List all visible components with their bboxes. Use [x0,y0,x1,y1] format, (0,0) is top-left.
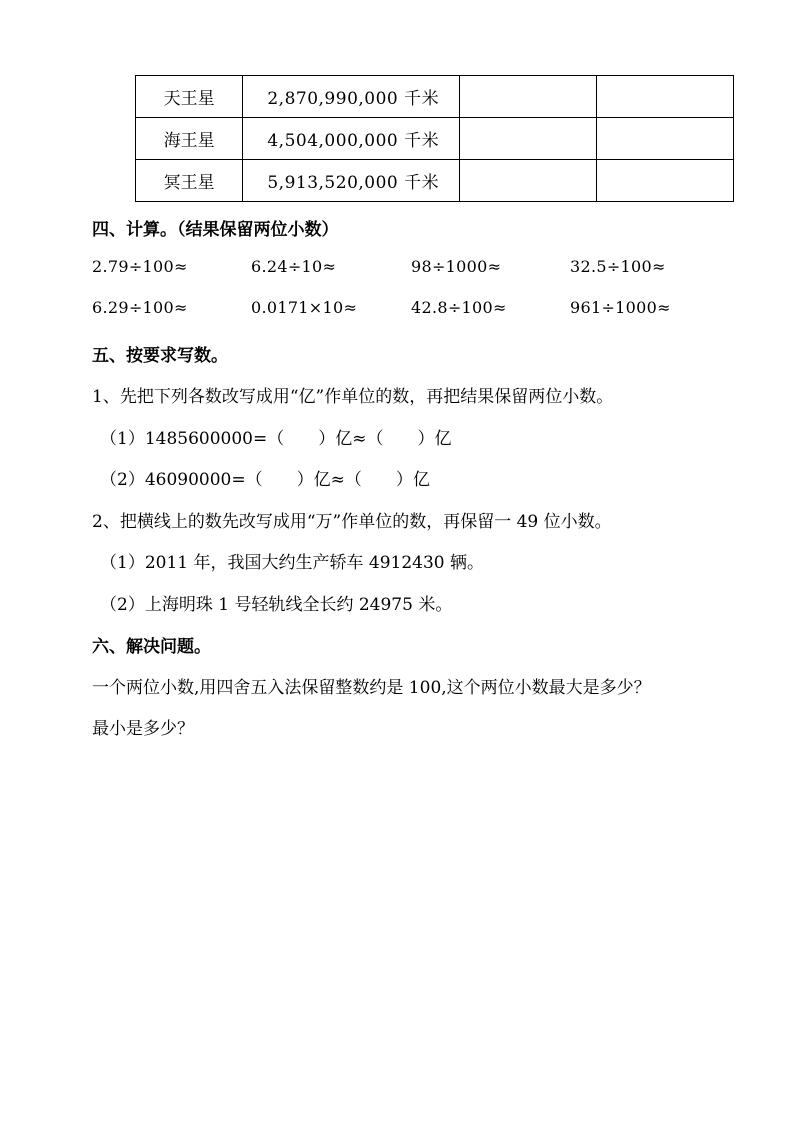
calc-problem: 98÷1000≈ [411,257,502,276]
table-row [136,160,734,202]
question-text: 2、把横线上的数先改写成用“万”作单位的数，再保留一 49 位小数。 [92,512,612,532]
calc-problem: 2.79÷100≈ [92,257,188,276]
planet-name-cell: 海王星 [136,118,243,160]
calc-problem: 42.8÷100≈ [411,298,507,317]
section4-heading: 四、计算。（结果保留两位小数） [92,220,339,240]
calc-problem: 0.0171×10≈ [251,298,358,317]
table-row [136,118,734,160]
question-item: （1）1485600000=（ ）亿≈（ ）亿 [100,429,452,449]
section5-heading: 五、按要求写数。 [92,346,228,366]
section6-heading: 六、解决问题。 [92,637,211,657]
planet-name-cell: 冥王星 [136,160,243,202]
blank-answer-cell [596,118,733,160]
question-item: （2）46090000=（ ）亿≈（ ）亿 [100,470,430,490]
calc-problem: 32.5÷100≈ [570,257,666,276]
question-text: 1、先把下列各数改写成用“亿”作单位的数，再把结果保留两位小数。 [92,387,614,407]
problem-text: 一个两位小数,用四舍五入法保留整数约是 100,这个两位小数最大是多少？ [92,678,651,698]
planet-name-cell: 天王星 [136,76,243,118]
question-item: （1）2011 年，我国大约生产轿车 4912430 辆。 [100,553,485,573]
blank-answer-cell [459,160,596,202]
planet-distance-cell: 2,870,990,000 千米 [243,76,460,118]
question-item: （2）上海明珠 1 号轻轨线全长约 24975 米。 [100,595,453,615]
planet-distance-table [135,75,734,202]
planet-distance-cell: 4,504,000,000 千米 [243,118,460,160]
calc-problem: 6.24÷10≈ [251,257,337,276]
calc-problem: 961÷1000≈ [570,298,671,317]
blank-answer-cell [596,160,733,202]
table-row [136,76,734,118]
blank-answer-cell [459,118,596,160]
blank-answer-cell [596,76,733,118]
problem-text: 最小是多少？ [92,719,194,739]
planet-distance-cell: 5,913,520,000 千米 [243,160,460,202]
blank-answer-cell [459,76,596,118]
calc-problem: 6.29÷100≈ [92,298,188,317]
